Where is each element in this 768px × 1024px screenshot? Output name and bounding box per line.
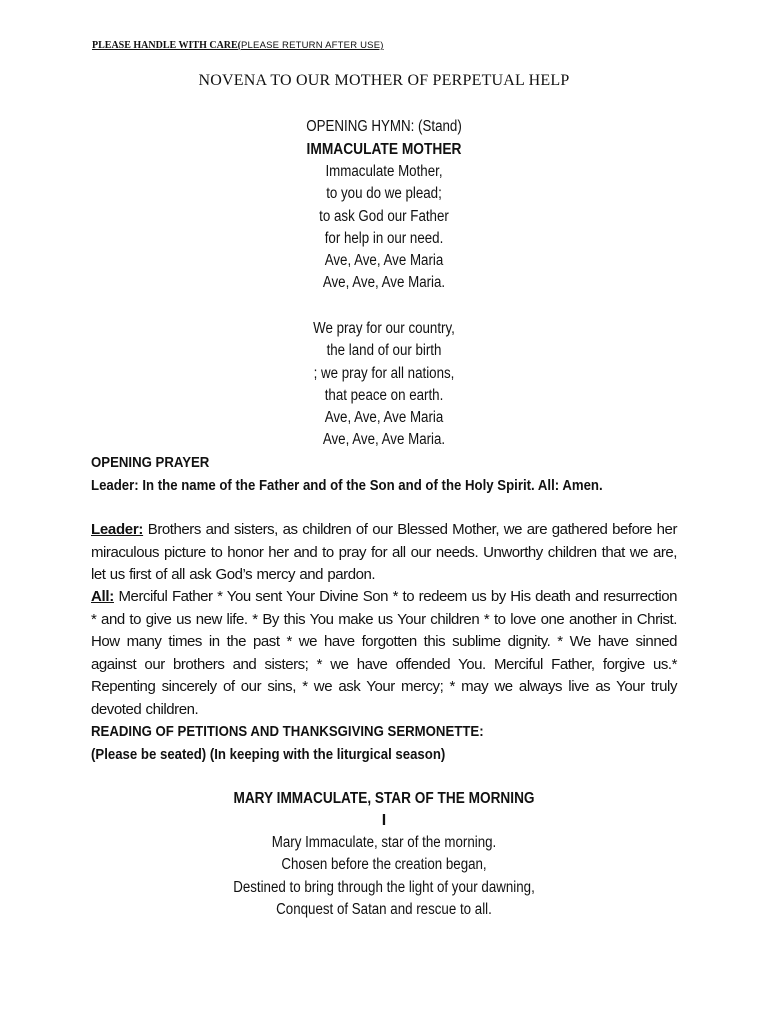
verse-line: Immaculate Mother, (325, 163, 443, 180)
verse-line: Mary Immaculate, star of the morning. (271, 834, 497, 851)
opening-prayer-heading: OPENING PRAYER (91, 454, 210, 471)
verse-line: ; we pray for all nations, (313, 364, 455, 382)
verse-line: Ave, Ave, Ave Maria. (322, 274, 446, 292)
petitions-heading: READING OF PETITIONS AND THANKSGIVING SERMONETTE: (91, 723, 484, 740)
all-label: All: (91, 588, 114, 605)
opening-hymn-label: OPENING HYMN: (Stand) (306, 118, 462, 135)
verse-line: We pray for our country, (313, 320, 455, 337)
verse-line: Destined to bring through the light of your dawning, (233, 878, 535, 896)
verse-line: to ask God our Father (319, 207, 449, 225)
document-title: NOVENA TO OUR MOTHER OF PERPETUAL HELP (198, 72, 570, 89)
verse-line: the land of our birth (326, 342, 442, 360)
invocation-line: Leader: In the name of the Father and of the Son and of the Holy Spirit. All: Amen. (91, 476, 603, 494)
verse-line: Ave, Ave, Ave Maria. (322, 431, 446, 449)
leader-text: Brothers and sisters, as children of our Blessed Mother, we are gathered before her miraculous picture to honor her and to pray for all our needs. Unworthy children that we are, let us first of all ask God’s mercy and pardon. (91, 521, 677, 583)
return-after-use-notice: PLEASE RETURN AFTER USE) (241, 40, 384, 51)
care-notice-bold: PLEASE HANDLE WITH CARE( (92, 40, 242, 51)
petitions-note: (Please be seated) (In keeping with the liturgical season) (91, 745, 446, 763)
song-number: I (381, 812, 387, 829)
song-verse (0, 832, 768, 921)
leader-label: Leader: (91, 521, 144, 538)
verse-line: that peace on earth. (324, 386, 444, 404)
verse-line: Conquest of Satan and rescue to all. (276, 900, 492, 918)
petitions-section (91, 721, 677, 766)
verse-line: Ave, Ave, Ave Maria (324, 409, 444, 427)
verse-line: Chosen before the creation began, (281, 856, 487, 874)
song-title: MARY IMMACULATE, STAR OF THE MORNING (233, 790, 535, 807)
verse-line: Ave, Ave, Ave Maria (324, 252, 444, 270)
verse-line: to you do we plead; (326, 185, 442, 203)
all-paragraph (91, 586, 677, 721)
verse-line: for help in our need. (324, 229, 444, 247)
handle-with-care-notice (92, 40, 384, 51)
all-text: Merciful Father * You sent Your Divine Son * to redeem us by His death and resurrection * and to give us new life. * By this You make us Your children * to love one another in Christ. How many times in the past * we have forgotten this sublime dignity. * We have sinned against our brothers and sisters; * we have offended You. Merciful Father, forgive us.* Repenting sincerely of our sins, * we ask Your mercy; * may we always live as Your truly devoted children. (91, 588, 677, 718)
hymn-title: IMMACULATE MOTHER (306, 141, 462, 158)
hymn-verse-2 (0, 318, 768, 452)
opening-prayer-section (91, 452, 677, 497)
hymn-verse-1 (0, 161, 768, 295)
leader-paragraph (91, 519, 677, 587)
